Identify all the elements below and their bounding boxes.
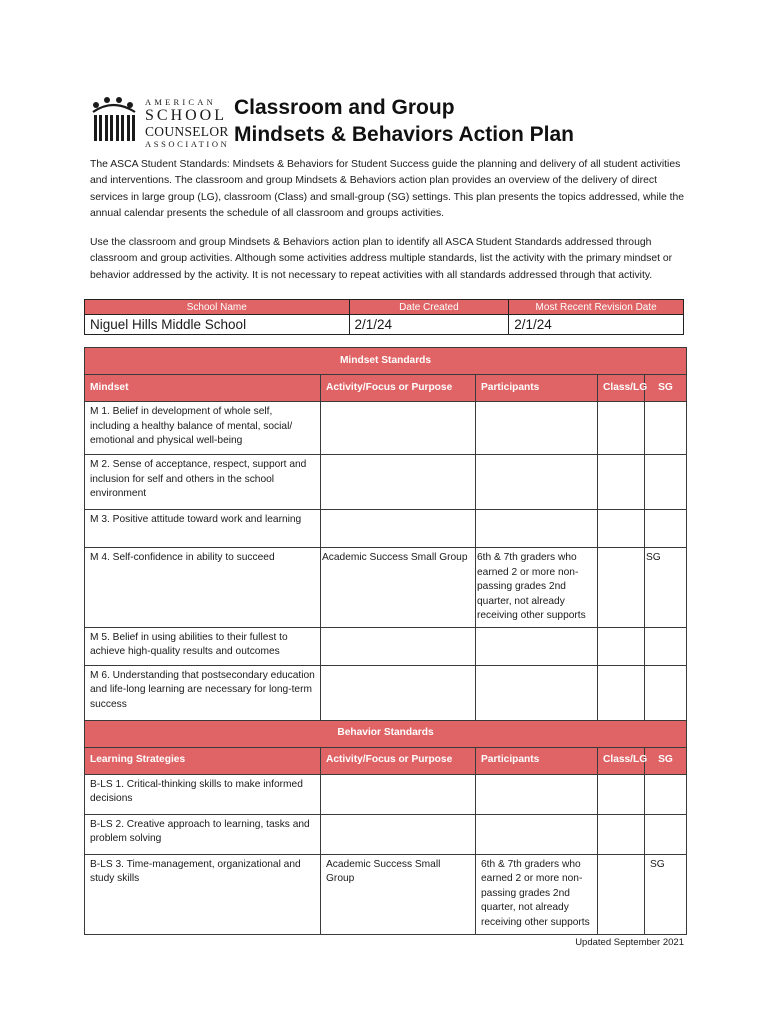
class-lg-cell[interactable] — [598, 665, 645, 720]
document-header — [90, 92, 690, 148]
school-name-value[interactable]: Niguel Hills Middle School — [85, 315, 350, 335]
participants-cell[interactable] — [476, 627, 598, 665]
school-name-header: School Name — [85, 300, 350, 315]
col-header-activity: Activity/Focus or Purpose — [321, 747, 476, 774]
col-header-activity: Activity/Focus or Purpose — [321, 375, 476, 402]
asca-logo — [90, 92, 230, 148]
behavior-section-header-row — [85, 720, 687, 747]
class-lg-cell[interactable] — [598, 814, 645, 854]
standard-cell: B-LS 1. Critical-thinking skills to make informed decisions — [85, 774, 321, 814]
participants-cell[interactable] — [476, 455, 598, 510]
col-header-participants: Participants — [476, 747, 598, 774]
col-header-sg: SG — [645, 747, 687, 774]
asca-figures-icon — [90, 94, 142, 146]
standard-cell: B-LS 2. Creative approach to learning, tasks and problem solving — [85, 814, 321, 854]
activity-cell[interactable] — [321, 455, 476, 510]
activity-cell[interactable] — [321, 402, 476, 455]
col-header-sg: SG — [645, 375, 687, 402]
standard-cell: B-LS 3. Time-management, organizational and study skills — [85, 854, 321, 934]
action-plan-table — [84, 347, 687, 935]
standard-cell: M 1. Belief in development of whole self, including a healthy balance of mental, social/ emotional and physical well-being — [85, 402, 321, 455]
sg-cell[interactable] — [645, 402, 687, 455]
revision-date-value[interactable]: 2/1/24 — [509, 315, 684, 335]
class-lg-cell[interactable] — [598, 510, 645, 548]
col-header-class-lg: Class/LG — [598, 375, 645, 402]
sg-cell[interactable]: SG — [645, 548, 687, 628]
sg-cell[interactable] — [645, 665, 687, 720]
participants-cell[interactable]: 6th & 7th graders who earned 2 or more non-passing grades 2nd quarter, not already receiving other supports — [476, 854, 598, 934]
participants-cell[interactable] — [476, 665, 598, 720]
standard-cell: M 5. Belief in using abilities to their fullest to achieve high-quality results and outcomes — [85, 627, 321, 665]
class-lg-cell[interactable] — [598, 548, 645, 628]
intro-paragraph-2: Use the classroom and group Mindsets & Behaviors action plan to identify all ASCA Student Standards addressed through classroom and group activities. Although some activities address multiple standards, list the activity with the primary mindset or behavior addressed by the activity. It is not necessary to repeat activities with all standards addressed through that activity. — [90, 237, 673, 281]
col-header-mindset: Mindset — [85, 375, 321, 402]
class-lg-cell[interactable] — [598, 402, 645, 455]
col-header-learning-strategies: Learning Strategies — [85, 747, 321, 774]
sg-cell[interactable] — [645, 455, 687, 510]
standard-cell: M 3. Positive attitude toward work and learning — [85, 510, 321, 548]
table-row — [85, 627, 687, 665]
sg-cell[interactable] — [645, 510, 687, 548]
participants-cell[interactable] — [476, 510, 598, 548]
table-row — [85, 665, 687, 720]
table-row — [85, 548, 687, 628]
logo-wordmark — [145, 98, 229, 149]
table-row — [85, 774, 687, 814]
logo-line-association: ASSOCIATION — [145, 139, 230, 149]
title-line-2: Mindsets & Behaviors Action Plan — [234, 123, 574, 146]
activity-cell[interactable] — [321, 665, 476, 720]
standard-cell: M 2. Sense of acceptance, respect, support and inclusion for self and others in the school environment — [85, 455, 321, 510]
class-lg-cell[interactable] — [598, 627, 645, 665]
table-row — [85, 854, 687, 934]
standard-cell: M 6. Understanding that postsecondary education and life-long learning are necessary for long-term success — [85, 665, 321, 720]
standard-cell: M 4. Self-confidence in ability to succeed — [85, 548, 321, 628]
activity-cell[interactable] — [321, 627, 476, 665]
title-line-1: Classroom and Group — [234, 96, 455, 119]
class-lg-cell[interactable] — [598, 854, 645, 934]
sg-cell[interactable] — [645, 814, 687, 854]
behavior-column-header-row — [85, 747, 687, 774]
school-info-table — [84, 299, 684, 335]
activity-cell[interactable]: Academic Success Small Group — [321, 854, 476, 934]
sg-cell[interactable]: SG — [645, 854, 687, 934]
class-lg-cell[interactable] — [598, 455, 645, 510]
logo-line-american: AMERICAN — [145, 97, 216, 107]
participants-cell[interactable] — [476, 774, 598, 814]
date-created-value[interactable]: 2/1/24 — [349, 315, 509, 335]
table-row — [85, 510, 687, 548]
col-header-participants: Participants — [476, 375, 598, 402]
page-title — [234, 94, 574, 148]
activity-cell[interactable] — [321, 774, 476, 814]
updated-date-footer: Updated September 2021 — [575, 937, 684, 948]
sg-cell[interactable] — [645, 774, 687, 814]
revision-date-header: Most Recent Revision Date — [509, 300, 684, 315]
mindset-section-header-row — [85, 348, 687, 375]
class-lg-cell[interactable] — [598, 774, 645, 814]
mindset-column-header-row — [85, 375, 687, 402]
participants-cell[interactable] — [476, 402, 598, 455]
participants-cell[interactable] — [476, 814, 598, 854]
participants-cell[interactable]: 6th & 7th graders who earned 2 or more non-passing grades 2nd quarter, not already receiving other supports — [476, 548, 598, 628]
activity-cell[interactable] — [321, 814, 476, 854]
intro-paragraph-1: The ASCA Student Standards: Mindsets & Behaviors for Student Success guide the planning and delivery of all student activities and interventions. The classroom and group Mindsets & Behaviors action plan provides an overview of the delivery of direct services in large group (LG), classroom (Class) and small-group (SG) settings. This plan presents the topics addressed, while the annual calendar presents the schedule of all classroom and groups activities. — [90, 159, 685, 219]
activity-cell[interactable] — [321, 510, 476, 548]
table-row — [85, 814, 687, 854]
logo-line-counselor: COUNSELOR — [145, 123, 229, 139]
table-row — [85, 455, 687, 510]
activity-cell[interactable]: Academic Success Small Group — [321, 548, 476, 628]
col-header-class-lg: Class/LG — [598, 747, 645, 774]
mindset-section-title: Mindset Standards — [85, 348, 687, 375]
logo-line-school: SCHOOL — [145, 106, 228, 124]
behavior-section-title: Behavior Standards — [85, 720, 687, 747]
table-row — [85, 402, 687, 455]
date-created-header: Date Created — [349, 300, 509, 315]
sg-cell[interactable] — [645, 627, 687, 665]
